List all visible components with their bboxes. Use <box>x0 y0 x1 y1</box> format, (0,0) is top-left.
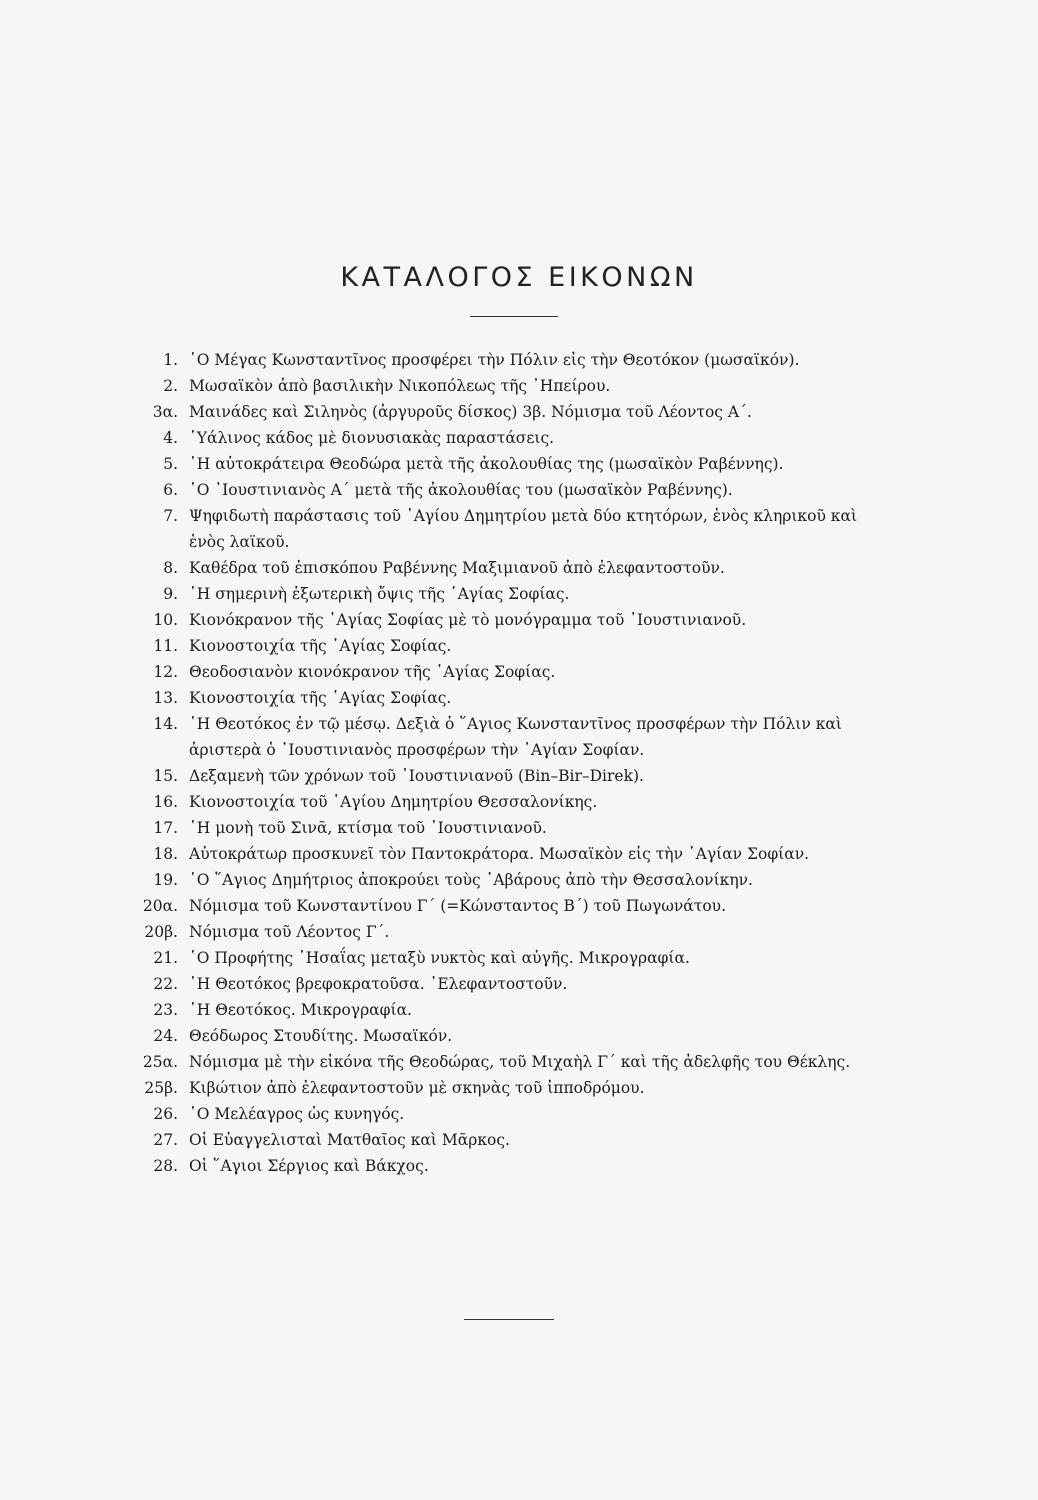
entry-number: 25α. <box>142 1053 178 1071</box>
list-item <box>130 919 890 945</box>
entry-text: ῾Η μονὴ τοῦ Σινᾶ, κτίσμα τοῦ ᾿Ιουστινιανοῦ. <box>189 819 547 837</box>
entry-text: Νόμισμα τοῦ Λέοντος Γ΄. <box>189 923 390 941</box>
entry-number: 17. <box>153 819 178 837</box>
list-item <box>130 503 890 555</box>
entry-number: 4. <box>163 429 178 447</box>
list-item <box>130 997 890 1023</box>
entry-text: Κιονοστοιχία τῆς ῾Αγίας Σοφίας. <box>189 689 452 707</box>
entry-number: 10. <box>153 611 178 629</box>
entry-number: 15. <box>153 767 178 785</box>
entry-number: 20α. <box>142 897 178 915</box>
entry-number: 23. <box>153 1001 178 1019</box>
entry-number: 19. <box>153 871 178 889</box>
entry-text: ῾Η Θεοτόκος βρεφοκρατοῦσα. ᾿Ελεφαντοστοῦν. <box>189 975 568 993</box>
list-item <box>130 1101 890 1127</box>
entry-text: ῾Η Θεοτόκος ἐν τῷ μέσῳ. Δεξιὰ ὁ ῞Αγιος Κωνσταντῖνος προσφέρων τὴν Πόλιν καὶ ἀριστερὰ ὁ ᾿Ιουστινιανὸς προσφέρων τὴν ῾Αγίαν Σοφίαν. <box>189 715 842 759</box>
list-item <box>130 659 890 685</box>
list-item <box>130 1049 890 1075</box>
entry-text: Κιονόκρανον τῆς ῾Αγίας Σοφίας μὲ τὸ μονόγραμμα τοῦ ᾿Ιουστινιανοῦ. <box>189 611 747 629</box>
list-item <box>130 1153 890 1179</box>
entry-text: Αὐτοκράτωρ προσκυνεῖ τὸν Παντοκράτορα. Μωσαϊκὸν εἰς τὴν ῾Αγίαν Σοφίαν. <box>189 845 810 863</box>
entry-number: 3α. <box>152 403 178 421</box>
entry-text: ῾Η Θεοτόκος. Μικρογραφία. <box>189 1001 412 1019</box>
list-item <box>130 347 890 373</box>
entry-number: 26. <box>153 1105 178 1123</box>
entry-number: 16. <box>153 793 178 811</box>
entry-number: 2. <box>163 377 178 395</box>
list-item <box>130 789 890 815</box>
list-item <box>130 399 890 425</box>
entry-number: 13. <box>153 689 178 707</box>
list-item <box>130 451 890 477</box>
end-divider <box>464 1319 554 1320</box>
entry-number: 14. <box>153 715 178 733</box>
list-item <box>130 893 890 919</box>
entry-text: Οἱ ῞Αγιοι Σέργιος καὶ Βάκχος. <box>189 1157 429 1175</box>
list-item <box>130 425 890 451</box>
entry-number: 9. <box>163 585 178 603</box>
entry-number: 20β. <box>144 923 178 941</box>
list-item <box>130 711 890 763</box>
list-item <box>130 581 890 607</box>
entry-text: Θεοδοσιανὸν κιονόκρανον τῆς ῾Αγίας Σοφίας. <box>189 663 556 681</box>
entry-text: ῾Η αὐτοκράτειρα Θεοδώρα μετὰ τῆς ἀκολουθίας της (μωσαϊκὸν Ραβέννης). <box>189 455 784 473</box>
list-item <box>130 1127 890 1153</box>
entry-text: ῾Υάλινος κάδος μὲ διονυσιακὰς παραστάσεις. <box>189 429 555 447</box>
entry-text: ῾Ο Μέγας Κωνσταντῖνος προσφέρει τὴν Πόλιν εἰς τὴν Θεοτόκον (μωσαϊκόν). <box>189 351 800 369</box>
entry-text: ῾Ο ῞Αγιος Δημήτριος ἀποκρούει τοὺς ᾿Αβάρους ἀπὸ τὴν Θεσσαλονίκην. <box>189 871 753 889</box>
entry-number: 25β. <box>144 1079 178 1097</box>
entry-number: 28. <box>153 1157 178 1175</box>
list-item <box>130 555 890 581</box>
page-title: ΚΑΤΑΛΟΓΟΣ ΕΙΚΟΝΩΝ <box>340 262 698 293</box>
list-item <box>130 971 890 997</box>
list-item <box>130 373 890 399</box>
entry-text: Θεόδωρος Στουδίτης. Μωσαϊκόν. <box>189 1027 453 1045</box>
entry-text: Μωσαϊκὸν ἀπὸ βασιλικὴν Νικοπόλεως τῆς ᾿Ηπείρου. <box>189 377 611 395</box>
entry-text: Ψηφιδωτὴ παράστασις τοῦ ῾Αγίου Δημητρίου μετὰ δύο κτητόρων, ἑνὸς κληρικοῦ καὶ ἑνὸς λαϊκοῦ. <box>189 507 858 551</box>
entry-text: Καθέδρα τοῦ ἐπισκόπου Ραβέννης Μαξιμιανοῦ ἀπὸ ἐλεφαντοστοῦν. <box>189 559 725 577</box>
list-item <box>130 633 890 659</box>
entry-text: ῾Ο Προφήτης ῾Ησαΐας μεταξὺ νυκτὸς καὶ αὐγῆς. Μικρογραφία. <box>189 949 690 967</box>
entry-text: Κιονοστοιχία τοῦ ῾Αγίου Δημητρίου Θεσσαλονίκης. <box>189 793 598 811</box>
list-item <box>130 1075 890 1101</box>
entry-text: ῾Ο ᾿Ιουστινιανὸς Α΄ μετὰ τῆς ἀκολουθίας του (μωσαϊκὸν Ραβέννης). <box>189 481 733 499</box>
entry-number: 12. <box>153 663 178 681</box>
entry-text: Μαινάδες καὶ Σιληνὸς (ἀργυροῦς δίσκος) 3β. Νόμισμα τοῦ Λέοντος Α΄. <box>189 403 752 421</box>
entry-text: Δεξαμενὴ τῶν χρόνων τοῦ ᾿Ιουστινιανοῦ (Bin–Bir–Direk). <box>189 767 644 785</box>
list-item <box>130 477 890 503</box>
entry-number: 6. <box>163 481 178 499</box>
list-item <box>130 685 890 711</box>
entry-number: 18. <box>153 845 178 863</box>
entry-number: 7. <box>163 507 178 525</box>
title-divider <box>470 316 558 317</box>
list-item <box>130 1023 890 1049</box>
entry-text: Κιονοστοιχία τῆς ῾Αγίας Σοφίας. <box>189 637 452 655</box>
entry-number: 21. <box>153 949 178 967</box>
list-item <box>130 945 890 971</box>
entry-number: 8. <box>163 559 178 577</box>
entry-number: 22. <box>153 975 178 993</box>
list-item <box>130 607 890 633</box>
list-item <box>130 867 890 893</box>
entry-number: 5. <box>163 455 178 473</box>
entry-number: 11. <box>153 637 178 655</box>
entry-number: 1. <box>163 351 178 369</box>
entry-text: Νόμισμα τοῦ Κωνσταντίνου Γ΄ (=Κώνσταντος Β΄) τοῦ Πωγωνάτου. <box>189 897 727 915</box>
entry-text: Κιβώτιον ἀπὸ ἐλεφαντοστοῦν μὲ σκηνὰς τοῦ ἱπποδρόμου. <box>189 1079 645 1097</box>
entry-text: Οἱ Εὐαγγελισταὶ Ματθαῖος καὶ Μᾶρκος. <box>189 1131 510 1149</box>
entry-number: 27. <box>153 1131 178 1149</box>
list-item <box>130 763 890 789</box>
entry-text: Νόμισμα μὲ τὴν εἰκόνα τῆς Θεοδώρας, τοῦ Μιχαὴλ Γ΄ καὶ τῆς ἀδελφῆς του Θέκλης. <box>189 1053 851 1071</box>
catalog-list <box>130 347 890 1179</box>
list-item <box>130 841 890 867</box>
entry-number: 24. <box>153 1027 178 1045</box>
list-item <box>130 815 890 841</box>
entry-text: ῾Ο Μελέαγρος ὡς κυνηγός. <box>189 1105 405 1123</box>
entry-text: ῾Η σημερινὴ ἐξωτερικὴ ὄψις τῆς ῾Αγίας Σοφίας. <box>189 585 570 603</box>
